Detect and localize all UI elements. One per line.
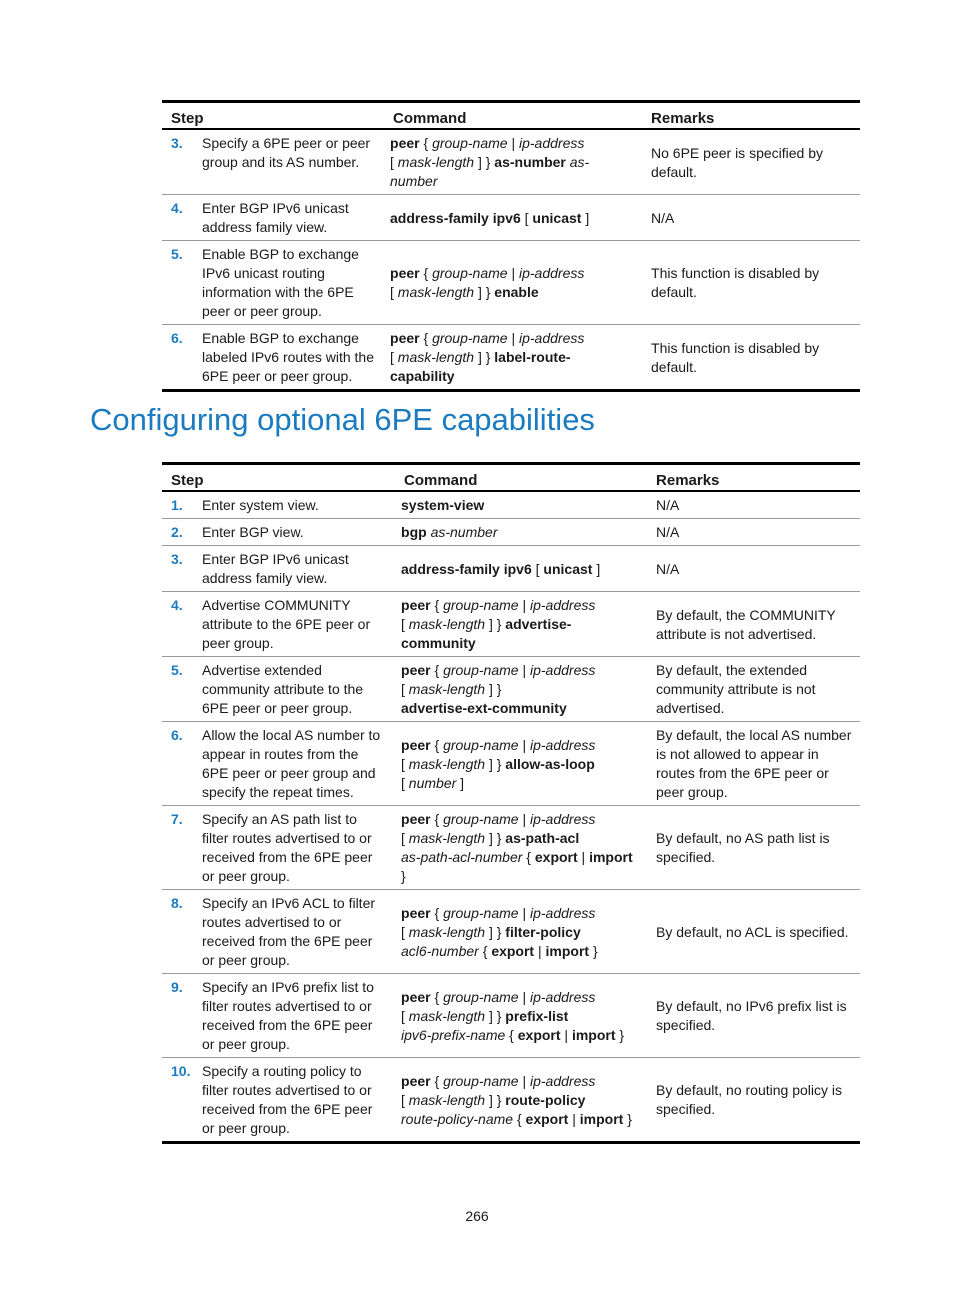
- command-keyword: peer: [401, 736, 431, 753]
- command-syntax: |: [518, 597, 530, 613]
- command-keyword: route-policy: [505, 1091, 586, 1108]
- command-argument: mask-length: [397, 284, 475, 300]
- command-argument: as-path-acl-number: [401, 849, 523, 865]
- remarks-cell: This function is disabled by default.: [651, 339, 820, 375]
- command-syntax: ] }: [485, 755, 506, 772]
- command-syntax: [: [520, 209, 533, 226]
- command-syntax: [: [401, 681, 409, 697]
- section-heading: Configuring optional 6PE capabilities: [90, 402, 595, 437]
- command-cell: [395, 806, 647, 890]
- command-cell: [384, 241, 642, 325]
- command-syntax: [: [401, 1091, 409, 1108]
- command-keyword: peer: [390, 135, 420, 151]
- command-keyword: peer: [390, 330, 420, 346]
- table-row: [162, 806, 860, 890]
- step-number: 1.: [171, 497, 183, 513]
- command-argument: group-name: [443, 904, 519, 921]
- table-row: [162, 325, 860, 391]
- command-syntax: |: [568, 1110, 580, 1127]
- step-number: 2.: [171, 524, 183, 540]
- command-argument: ip-address: [518, 330, 585, 346]
- remarks-cell: N/A: [656, 560, 680, 577]
- command-keyword: peer: [401, 904, 431, 921]
- command-argument: ip-address: [529, 988, 596, 1005]
- command-syntax: {: [513, 1110, 526, 1127]
- command-keyword: import: [545, 942, 590, 959]
- command-syntax: ] }: [485, 1007, 506, 1024]
- command-keyword: address-family ipv6: [401, 560, 532, 577]
- command-syntax: {: [478, 942, 492, 959]
- table-row: [162, 241, 860, 325]
- command-argument: mask-length: [408, 1007, 486, 1024]
- remarks-cell: No 6PE peer is specified by default.: [651, 144, 823, 180]
- command-argument: ipv6-prefix-name: [401, 1026, 506, 1043]
- command-syntax: {: [430, 736, 444, 753]
- remarks-cell: By default, the COMMUNITY attribute is not advertised.: [656, 606, 836, 642]
- step-description: Enable BGP to exchange IPv6 unicast routing information with the 6PE peer or peer group.: [202, 246, 359, 319]
- step-number: 4.: [171, 597, 183, 613]
- remarks-cell: By default, no IPv6 prefix list is specified.: [656, 998, 847, 1033]
- step-description: Advertise COMMUNITY attribute to the 6PE peer or peer group.: [202, 597, 371, 651]
- command-argument: ip-address: [529, 662, 596, 678]
- step-description: Specify a routing policy to filter routes advertised to or received from the 6PE peer or peer group.: [202, 1063, 373, 1136]
- remarks-cell: N/A: [656, 524, 680, 540]
- command-argument: as-number: [430, 524, 498, 540]
- command-syntax: [: [401, 830, 409, 846]
- command-keyword: peer: [401, 1072, 431, 1089]
- header-command: Command: [393, 110, 467, 127]
- command-keyword: peer: [390, 265, 420, 281]
- table-row: [162, 491, 860, 519]
- steps-table-1: [162, 100, 860, 392]
- command-cell: [384, 129, 642, 195]
- command-keyword: unicast: [543, 560, 593, 577]
- command-syntax: {: [430, 988, 444, 1005]
- remarks-cell: By default, no routing policy is specified.: [656, 1082, 843, 1117]
- command-syntax: {: [430, 811, 444, 827]
- command-syntax: }: [615, 1026, 625, 1043]
- command-argument: group-name: [432, 135, 508, 151]
- header-step: Step: [171, 110, 204, 127]
- command-syntax: ] }: [474, 284, 495, 300]
- command-cell: [395, 974, 647, 1058]
- command-cell: [384, 195, 642, 241]
- command-argument: group-name: [443, 811, 519, 827]
- command-syntax: |: [518, 904, 530, 921]
- command-syntax: }: [623, 1110, 632, 1127]
- command-syntax: {: [430, 662, 444, 678]
- command-syntax: |: [518, 811, 530, 827]
- command-syntax: ] }: [485, 923, 506, 940]
- command-argument: ip-address: [518, 135, 585, 151]
- command-keyword: address-family ipv6: [390, 209, 521, 226]
- command-cell: [395, 657, 647, 722]
- header-command: Command: [404, 472, 478, 489]
- table-row: [162, 546, 860, 592]
- command-syntax: {: [505, 1026, 518, 1043]
- command-syntax: {: [419, 135, 433, 151]
- command-syntax: }: [401, 868, 406, 884]
- steps-table-2: [162, 462, 860, 1144]
- command-cell: [395, 1058, 647, 1143]
- command-argument: mask-length: [408, 923, 486, 940]
- command-keyword: label-route-capability: [390, 349, 571, 384]
- command-syntax: [: [390, 154, 398, 170]
- step-description: Enter BGP view.: [202, 524, 304, 540]
- command-syntax: [: [531, 560, 544, 577]
- command-argument: ip-address: [518, 265, 585, 281]
- command-cell: [395, 491, 647, 519]
- command-keyword: bgp: [401, 524, 427, 540]
- remarks-cell: By default, no ACL is specified.: [656, 923, 849, 940]
- step-number: 6.: [171, 330, 183, 346]
- remarks-cell: By default, no AS path list is specified.: [656, 830, 830, 865]
- step-description: Enter BGP IPv6 unicast address family view.: [202, 200, 349, 235]
- table-header-row: [162, 102, 860, 130]
- command-argument: ip-address: [529, 1072, 596, 1089]
- command-keyword: advertise-community: [401, 616, 572, 651]
- command-syntax: |: [534, 942, 546, 959]
- command-argument: mask-length: [397, 154, 475, 170]
- command-keyword: peer: [401, 597, 431, 613]
- command-argument: ip-address: [529, 736, 596, 753]
- command-keyword: export: [525, 1110, 569, 1127]
- command-syntax: ] }: [485, 830, 506, 846]
- step-description: Enable BGP to exchange labeled IPv6 routes with the 6PE peer or peer group.: [202, 330, 374, 384]
- command-syntax: [: [401, 616, 409, 632]
- command-syntax: ]: [456, 774, 465, 791]
- step-number: 10.: [171, 1063, 191, 1079]
- command-argument: ip-address: [529, 597, 596, 613]
- step-number: 9.: [171, 979, 183, 995]
- command-syntax: {: [522, 849, 535, 865]
- command-keyword: export: [491, 942, 535, 959]
- command-argument: ip-address: [529, 811, 596, 827]
- command-keyword: advertise-ext-community: [401, 700, 567, 716]
- command-argument: group-name: [443, 988, 519, 1005]
- table-row: [162, 195, 860, 241]
- table-row: [162, 519, 860, 546]
- command-argument: group-name: [432, 265, 508, 281]
- table-header-row: [162, 464, 860, 492]
- command-cell: [395, 890, 647, 974]
- command-argument: mask-length: [408, 681, 486, 697]
- step-description: Specify an IPv6 ACL to filter routes advertised to or received from the 6PE peer or peer group.: [202, 895, 376, 968]
- command-syntax: ] }: [485, 616, 506, 632]
- command-argument: mask-length: [408, 616, 486, 632]
- command-syntax: [: [401, 1007, 409, 1024]
- command-argument: group-name: [432, 330, 508, 346]
- command-keyword: peer: [401, 662, 431, 678]
- command-keyword: export: [534, 849, 578, 865]
- header-remarks: Remarks: [651, 110, 715, 127]
- step-number: 3.: [171, 135, 183, 151]
- command-syntax: [: [401, 923, 409, 940]
- command-argument: group-name: [443, 1072, 519, 1089]
- step-number: 6.: [171, 727, 183, 743]
- header-remarks: Remarks: [656, 472, 720, 489]
- step-description: Allow the local AS number to appear in routes from the 6PE peer or peer group and specify the repeat times.: [202, 727, 381, 800]
- command-syntax: {: [430, 1072, 444, 1089]
- command-syntax: ] }: [485, 681, 502, 697]
- command-syntax: |: [507, 330, 519, 346]
- command-syntax: }: [589, 942, 598, 959]
- command-keyword: as-path-acl: [505, 830, 580, 846]
- command-argument: route-policy-name: [401, 1110, 514, 1127]
- command-cell: [395, 519, 647, 546]
- command-keyword: import: [579, 1110, 624, 1127]
- command-argument: mask-length: [408, 755, 486, 772]
- command-argument: mask-length: [397, 349, 475, 365]
- step-number: 5.: [171, 246, 183, 262]
- command-argument: mask-length: [408, 830, 486, 846]
- step-number: 8.: [171, 895, 183, 911]
- command-argument: group-name: [443, 597, 519, 613]
- command-keyword: export: [517, 1026, 561, 1043]
- command-syntax: {: [430, 597, 444, 613]
- table-row: [162, 657, 860, 722]
- command-keyword: filter-policy: [505, 923, 581, 940]
- command-argument: group-name: [443, 662, 519, 678]
- step-number: 3.: [171, 551, 183, 567]
- command-syntax: |: [518, 736, 530, 753]
- step-description: Enter BGP IPv6 unicast address family view.: [202, 551, 349, 586]
- command-syntax: ] }: [485, 1091, 506, 1108]
- command-cell: [395, 592, 647, 657]
- command-keyword: prefix-list: [505, 1007, 569, 1024]
- command-keyword: allow-as-loop: [505, 755, 595, 772]
- table-row: [162, 1058, 860, 1143]
- remarks-cell: By default, the local AS number is not allowed to appear in routes from the 6PE peer or peer group.: [656, 727, 852, 800]
- command-syntax: [: [401, 774, 409, 791]
- table-1-body: [162, 129, 860, 391]
- command-keyword: import: [589, 849, 633, 865]
- command-keyword: import: [571, 1026, 616, 1043]
- table-row: [162, 722, 860, 806]
- table-2-body: [162, 491, 860, 1143]
- header-step: Step: [171, 472, 204, 489]
- command-argument: mask-length: [408, 1091, 486, 1108]
- command-argument: number: [408, 774, 457, 791]
- command-syntax: {: [430, 904, 444, 921]
- command-syntax: [: [390, 349, 398, 365]
- step-description: Specify an AS path list to filter routes advertised to or received from the 6PE peer or peer group.: [202, 811, 373, 884]
- command-syntax: |: [560, 1026, 572, 1043]
- command-syntax: {: [419, 330, 433, 346]
- table-row: [162, 592, 860, 657]
- command-syntax: ]: [581, 209, 590, 226]
- command-keyword: enable: [494, 284, 539, 300]
- remarks-cell: N/A: [651, 209, 675, 226]
- table-row: [162, 974, 860, 1058]
- command-keyword: as-number: [494, 154, 566, 170]
- step-description: Specify a 6PE peer or peer group and its AS number.: [202, 135, 371, 170]
- command-keyword: system-view: [401, 497, 485, 513]
- command-syntax: [: [390, 284, 398, 300]
- command-syntax: |: [577, 849, 590, 865]
- remarks-cell: N/A: [656, 497, 680, 513]
- table-row: [162, 129, 860, 195]
- command-argument: as-number: [390, 154, 590, 189]
- command-argument: group-name: [443, 736, 519, 753]
- command-syntax: {: [419, 265, 433, 281]
- command-syntax: ] }: [474, 154, 495, 170]
- command-syntax: |: [518, 1072, 530, 1089]
- command-syntax: |: [507, 135, 519, 151]
- command-argument: ip-address: [529, 904, 596, 921]
- command-argument: acl6-number: [401, 942, 479, 959]
- step-number: 7.: [171, 811, 183, 827]
- step-description: Enter system view.: [202, 497, 319, 513]
- remarks-cell: By default, the extended community attribute is not advertised.: [656, 662, 816, 716]
- command-cell: [395, 722, 647, 806]
- remarks-cell: This function is disabled by default.: [651, 265, 820, 300]
- table-row: [162, 890, 860, 974]
- command-keyword: peer: [401, 811, 431, 827]
- step-number: 4.: [171, 200, 183, 216]
- step-description: Advertise extended community attribute to the 6PE peer or peer group.: [202, 662, 364, 716]
- command-keyword: unicast: [532, 209, 582, 226]
- command-syntax: |: [518, 988, 530, 1005]
- command-keyword: peer: [401, 988, 431, 1005]
- command-syntax: |: [507, 265, 519, 281]
- page-number: 266: [465, 1208, 489, 1224]
- command-syntax: ]: [592, 560, 601, 577]
- step-number: 5.: [171, 662, 183, 678]
- command-syntax: [: [401, 755, 409, 772]
- command-cell: [384, 325, 642, 391]
- command-cell: [395, 546, 647, 592]
- step-description: Specify an IPv6 prefix list to filter routes advertised to or received from the 6PE peer or peer group.: [202, 979, 374, 1052]
- command-syntax: |: [518, 662, 530, 678]
- command-syntax: ] }: [474, 349, 495, 365]
